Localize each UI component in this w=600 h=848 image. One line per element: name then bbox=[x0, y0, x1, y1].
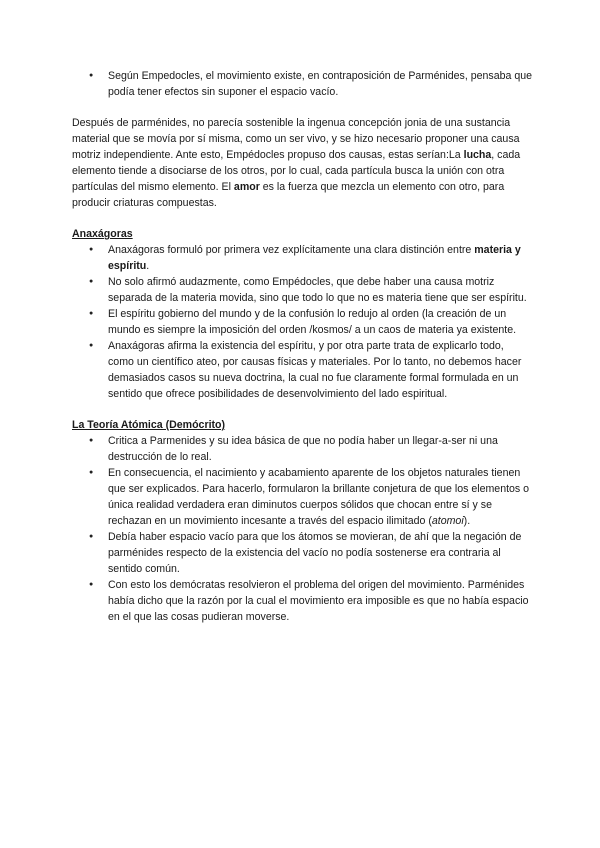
section-heading-atomic-theory: La Teoría Atómica (Demócrito) bbox=[72, 419, 226, 431]
list-item-text: Anaxágoras afirma la existencia del espíritu, y por otra parte trata de explicarlo todo, como un científico ateo, por causas físicas y materiales. Por lo tanto, no debemos hacer demasiados casos su nueva doctrina, la cual no fue claramente formal formulada en un sentido que ofrece posibilidades de desenvolvimiento del lado espiritual. bbox=[108, 340, 522, 400]
list-item-text: Con esto los demócratas resolvieron el problema del origen del movimiento. Parménides había dicho que la razón por la cual el movimiento era imposible es que no había espacio en el que las cosas pudieran moverse. bbox=[108, 579, 529, 623]
list-item bbox=[72, 577, 532, 625]
italic-term-atomoi: atomoi bbox=[431, 515, 464, 527]
intro-paragraph bbox=[72, 115, 532, 211]
list-item bbox=[72, 306, 532, 338]
list-item-text: . bbox=[146, 260, 150, 272]
list-item bbox=[72, 274, 532, 306]
paragraph-text: , cada elemento tiende a disociarse de los otros, por lo cual, cada partícula busca la unión con otra partículas del mismo elemento. El bbox=[72, 149, 521, 193]
list-item-text: ). bbox=[463, 515, 471, 527]
list-item-text: Según Empedocles, el movimiento existe, en contraposición de Parménides, pensaba que podía tener efectos sin suponer el espacio vacío. bbox=[108, 70, 533, 98]
anaxagoras-list bbox=[72, 242, 532, 402]
list-item bbox=[72, 433, 532, 465]
atomic-theory-list bbox=[72, 433, 532, 625]
list-item-text: Anaxágoras formuló por primera vez explícitamente una clara distinción entre bbox=[108, 244, 475, 256]
bold-term-amor: amor bbox=[233, 181, 260, 193]
list-item-text: Critica a Parmenides y su idea básica de que no podía haber un llegar-a-ser ni una destrucción de lo real. bbox=[108, 435, 498, 463]
list-item-text: En consecuencia, el nacimiento y acabamiento aparente de los objetos naturales tienen que ser explicados. Para hacerlo, formularon la brillante conjetura de que los elementos o única realidad verdadera eran diminutos cuerpos sólidos que chocan entre sí y se rechazan en un movimiento incesante a través del espacio ilimitado ( bbox=[108, 467, 530, 527]
bold-term-lucha: lucha bbox=[463, 149, 492, 161]
list-item bbox=[72, 465, 532, 529]
section-heading-anaxagoras: Anaxágoras bbox=[72, 228, 133, 240]
document-page bbox=[72, 68, 532, 625]
list-item bbox=[72, 529, 532, 577]
list-item bbox=[72, 68, 532, 100]
list-item-text: El espíritu gobierno del mundo y de la confusión lo redujo al orden (la creación de un mundo es siempre la imposición del orden /kosmos/ a un caos de materia ya existente. bbox=[108, 308, 517, 336]
bold-term-materia-espiritu: materia y espíritu bbox=[108, 244, 521, 272]
list-item-text: No solo afirmó audazmente, como Empédocles, que debe haber una causa motriz separada de la materia movida, sino que todo lo que no es materia tiene que ser espíritu. bbox=[108, 276, 527, 304]
list-item bbox=[72, 242, 532, 274]
list-item bbox=[72, 338, 532, 402]
top-bullet-list bbox=[72, 68, 532, 100]
paragraph-text: es la fuerza que mezcla un elemento con otro, para producir criaturas compuestas. bbox=[72, 181, 505, 209]
paragraph-text: Después de parménides, no parecía sostenible la ingenua concepción jonia de una sustancia material que se movía por sí misma, como un ser vivo, y se hizo necesario proponer una causa motriz independiente. Ante esto, Empédocles propuso dos causas, estas serían:La bbox=[72, 117, 520, 161]
list-item-text: Debía haber espacio vacío para que los átomos se movieran, de ahí que la negación de parménides respecto de la existencia del vacío no podía sostenerse era contraria al sentido común. bbox=[108, 531, 522, 575]
